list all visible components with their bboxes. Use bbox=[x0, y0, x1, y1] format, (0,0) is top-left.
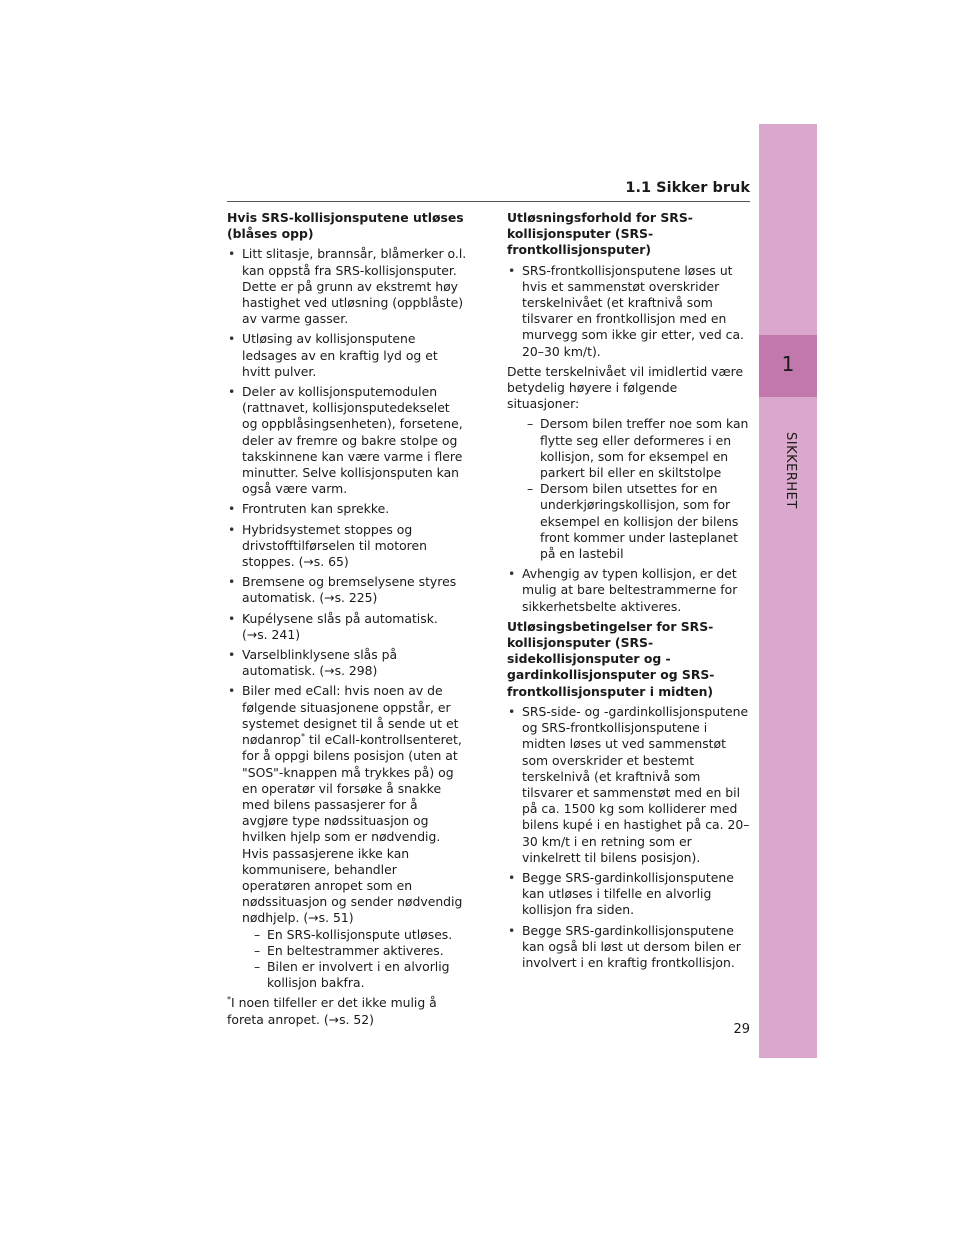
list-item: • Kupélysene slås på automatisk. (→s. 241) bbox=[227, 611, 467, 643]
ecall-text-part1: Biler med eCall: hvis noen av de følgende situasjonene oppstår, er systemet designet til å sende ut et nødanrop bbox=[242, 683, 459, 748]
footnote-text: I noen tilfeller er det ikke mulig å foreta anropet. (→s. 52) bbox=[227, 995, 437, 1027]
right-bullet-list-3 bbox=[507, 704, 751, 971]
chapter-label: SIKKERHET bbox=[783, 432, 798, 509]
threshold-dash-list bbox=[507, 416, 751, 562]
dash-item: – Dersom bilen treffer noe som kan flytte seg eller deformeres i en kollisjon, som for eksempel en parkert bil eller en skiltstolpe bbox=[527, 416, 751, 481]
footnote-mark: * bbox=[227, 995, 231, 1005]
list-item: • Varselblinklysene slås på automatisk. (→s. 298) bbox=[227, 647, 467, 679]
footnote bbox=[227, 995, 467, 1027]
list-item: • Litt slitasje, brannsår, blåmerker o.l. kan oppstå fra SRS-kollisjonsputer. Dette er på grunn av ekstremt høy hastighet ved utløsning (oppblåste) av varme gasser. bbox=[227, 246, 467, 327]
list-item: • Avhengig av typen kollisjon, er det mulig at bare beltestrammerne for sikkerhetsbelte aktiveres. bbox=[507, 566, 751, 615]
list-item: • Utløsing av kollisjonsputene ledsages av en kraftig lyd og et hvitt pulver. bbox=[227, 331, 467, 380]
right-heading-2: Utløsingsbetingelser for SRS-kollisjonsputer (SRS-sidekollisjonsputer og -gardinkollisjonsputer og SRS-frontkollisjonsputer i midten) bbox=[507, 618, 715, 699]
chapter-tab-strip bbox=[759, 124, 817, 1058]
list-item: • SRS-side- og -gardinkollisjonsputene og SRS-frontkollisjonsputene i midten løses ut ved sammenstøt som overskrider et bestemt terskelnivå (et kraftnivå som tilsvarer et sammenstøt med en bil på ca. 1500 kg som kolliderer med bilens kupé i en hastighet på ca. 20–30 km/t i en retning som er vinkelrett til bilens posisjon). bbox=[507, 704, 751, 866]
dash-item: – Dersom bilen utsettes for en underkjøringskollisjon, som for eksempel en kollisjon der bilens front kommer under lasteplanet på en lastebil bbox=[527, 481, 751, 562]
ecall-list-item bbox=[227, 683, 467, 991]
list-item: • Begge SRS-gardinkollisjonsputene kan også bli løst ut dersom bilen er involvert i en kraftig frontkollisjon. bbox=[507, 923, 751, 972]
right-bullet-list-2 bbox=[507, 566, 751, 615]
chapter-number: 1 bbox=[781, 352, 795, 376]
right-heading-1: Utløsningsforhold for SRS-kollisjonsputer (SRS-frontkollisjonsputer) bbox=[507, 210, 693, 258]
dash-item: – Bilen er involvert i en alvorlig kollisjon bakfra. bbox=[254, 959, 467, 991]
left-heading: Hvis SRS-kollisjonsputene utløses (blåses opp) bbox=[227, 210, 464, 242]
ecall-dash-list bbox=[242, 927, 467, 992]
threshold-paragraph: Dette terskelnivået vil imidlertid være betydelig høyere i følgende situasjoner: bbox=[507, 363, 744, 412]
list-item: • Bremsene og bremselysene styres automatisk. (→s. 225) bbox=[227, 574, 467, 606]
left-column bbox=[227, 210, 467, 1032]
dash-item: – En beltestrammer aktiveres. bbox=[254, 943, 467, 959]
list-item: • Deler av kollisjonsputemodulen (rattnavet, kollisjonsputedekselet og oppblåsingsenheten), forsetene, deler av fremre og bakre stolpe og takskinnene kan være varme i flere minutter. Selve kollisjonsputen kan også være varm. bbox=[227, 384, 467, 497]
list-item: • Begge SRS-gardinkollisjonsputene kan utløses i tilfelle en alvorlig kollisjon fra siden. bbox=[507, 870, 751, 919]
footnote-marker: * bbox=[301, 731, 306, 741]
section-title: 1.1 Sikker bruk bbox=[625, 180, 750, 196]
list-item: • Hybridsystemet stoppes og drivstofftilførselen til motoren stoppes. (→s. 65) bbox=[227, 522, 467, 571]
list-item: • Frontruten kan sprekke. bbox=[227, 501, 467, 517]
page-number: 29 bbox=[733, 1022, 750, 1037]
right-column bbox=[507, 210, 751, 975]
left-bullet-list bbox=[227, 246, 467, 991]
header-divider bbox=[227, 201, 750, 202]
dash-item: – En SRS-kollisjonspute utløses. bbox=[254, 927, 467, 943]
ecall-text-part2: til eCall-kontrollsenteret, for å oppgi bilens posisjon (uten at "SOS"-knappen må trykkes på) og en operatør vil forsøke å snakke med bilens passasjerer for å avgjøre type nødssituasjon og hvilken hjelp som er nødvendig. Hvis passasjerene ikke kan kommunisere, behandler operatøren anropet som en nødssituasjon og sender nødvendig nødhjelp. (→s. 51) bbox=[242, 732, 463, 926]
list-item: • SRS-frontkollisjonsputene løses ut hvis et sammenstøt overskrider terskelnivået (et kraftnivå som tilsvarer en frontkollisjon med en murvegg som ikke gir etter, ved ca. 20–30 km/t). bbox=[507, 263, 751, 360]
right-bullet-list-1 bbox=[507, 263, 751, 360]
